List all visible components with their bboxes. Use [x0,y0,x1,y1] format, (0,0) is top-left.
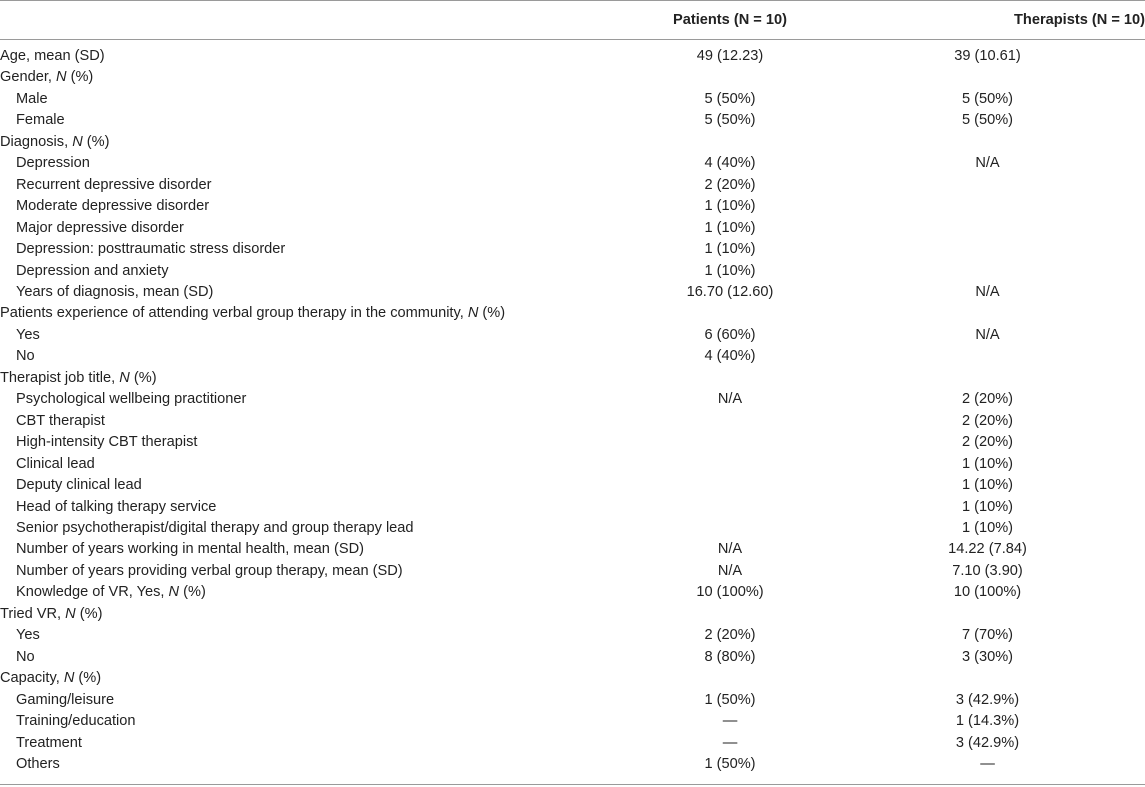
cell-therapists: — [980,755,995,772]
table-row [0,497,1145,518]
cell-patients: N/A [717,391,743,408]
row-label-text: Moderate depressive disorder [16,198,210,215]
cell-therapists: 3 (30%) [961,648,1014,665]
cell-therapists: 2 (20%) [961,391,1014,408]
table-row [0,346,1145,367]
row-label-text: Major depressive disorder [16,219,184,236]
row-label-text: Patients experience of attending verbal group therapy in the community, [0,305,468,322]
table-row [0,132,1145,153]
table-row [0,40,1145,68]
row-label-text: Clinical lead [16,455,95,472]
cell-therapists [830,67,1145,88]
table-header-row [0,1,1145,40]
cell-therapists [830,668,1145,689]
cell-therapists: 2 (20%) [961,412,1014,429]
row-label-text: Age, mean (SD) [0,48,105,64]
row-label-suffix: (%) [129,369,157,386]
table-row [0,625,1145,646]
row-label-suffix: (%) [478,305,506,322]
table-row [0,647,1145,668]
row-label-text: Head of talking therapy service [16,498,217,515]
table-row [0,239,1145,260]
table-row [0,539,1145,560]
cell-therapists [830,303,1145,324]
row-label-text: Number of years providing verbal group therapy, mean (SD) [16,562,403,579]
row-label-italic: N [63,670,75,687]
cell-patients: 1 (10%) [704,198,756,215]
row-label-text: Years of diagnosis, mean (SD) [16,283,214,300]
table-row [0,67,1145,88]
cell-therapists: 1 (10%) [961,477,1014,494]
row-label [0,733,600,754]
cell-therapists: 3 (42.9%) [955,691,1020,708]
row-label [0,368,600,389]
table-row [0,432,1145,453]
cell-patients [600,668,830,689]
cell-therapists: 1 (10%) [961,455,1014,472]
cell-patients [600,132,830,153]
cell-patients: 2 (20%) [704,627,756,644]
row-label-text: Training/education [16,713,136,730]
header-label-column [0,1,600,40]
row-label-text: Capacity, [0,670,64,687]
cell-therapists: 10 (100%) [953,584,1022,601]
row-label-text: Treatment [16,734,82,751]
row-label [0,303,600,324]
cell-patients: 6 (60%) [704,326,756,343]
cell-therapists: 5 (50%) [961,112,1014,129]
row-label-text: Depression: posttraumatic stress disorder [16,241,286,258]
header-therapists: Therapists (N = 10) [830,1,1145,40]
row-label [0,282,600,303]
row-label-italic: N [119,369,130,386]
row-label [0,218,600,239]
row-label-suffix: (%) [82,133,110,150]
cell-therapists: 5 (50%) [961,90,1014,107]
row-label-text: Depression and anxiety [16,262,169,279]
row-label [0,40,600,68]
row-label-text: Others [16,755,60,772]
cell-therapists [830,175,1145,196]
cell-patients: 1 (10%) [704,219,756,236]
table-row [0,711,1145,732]
cell-patients [600,411,830,432]
cell-patients [600,368,830,389]
table-row [0,668,1145,689]
table-row [0,411,1145,432]
row-label [0,261,600,282]
table-row [0,89,1145,110]
row-label [0,625,600,646]
cell-therapists: 2 (20%) [961,434,1014,451]
cell-patients: 1 (10%) [704,262,756,279]
row-label-text: Knowledge of VR, Yes, [16,584,169,601]
table-row [0,196,1145,217]
row-label [0,690,600,711]
table-row [0,218,1145,239]
row-label-text: No [16,648,35,665]
row-label [0,196,600,217]
row-label [0,110,600,131]
row-label-suffix: (%) [179,584,206,601]
row-label [0,754,600,775]
row-label [0,539,600,560]
table-row [0,303,1145,324]
cell-patients: 5 (50%) [704,112,756,129]
row-label-text: Yes [16,627,40,644]
cell-patients: 4 (40%) [704,348,756,365]
table-row [0,368,1145,389]
table-row [0,325,1145,346]
row-label-italic: N [467,305,479,322]
table-row [0,690,1145,711]
cell-therapists [830,196,1145,217]
cell-patients: 16.70 (12.60) [686,283,774,300]
table-row [0,153,1145,174]
row-label [0,89,600,110]
table-bottom-rule [0,784,1145,785]
cell-patients: 4 (40%) [704,155,756,172]
row-label-text: Depression [16,155,90,172]
cell-therapists [830,239,1145,260]
cell-patients [600,518,830,539]
table-row [0,282,1145,303]
row-label-text: Gaming/leisure [16,691,115,708]
cell-therapists: 7 (70%) [961,627,1014,644]
cell-therapists: 3 (42.9%) [955,734,1020,751]
row-label-text: High-intensity CBT therapist [16,434,198,451]
cell-therapists [830,368,1145,389]
cell-therapists [830,604,1145,625]
table-row [0,561,1145,582]
row-label [0,175,600,196]
row-label [0,153,600,174]
cell-patients: N/A [717,541,743,558]
row-label [0,497,600,518]
row-label-text: Deputy clinical lead [16,477,142,494]
row-label-text: Gender, [0,69,56,86]
cell-patients: — [722,713,738,730]
cell-therapists: 14.22 (7.84) [948,541,1027,558]
row-label-text: Diagnosis, [0,133,73,150]
row-label-text: CBT therapist [16,412,105,429]
table-row [0,754,1145,775]
table-row [0,110,1145,131]
row-label [0,647,600,668]
row-label [0,454,600,475]
cell-therapists [830,346,1145,367]
cell-patients [600,432,830,453]
row-label [0,346,600,367]
cell-patients [600,67,830,88]
cell-patients [600,475,830,496]
row-label-text: Senior psychotherapist/digital therapy and group therapy lead [16,519,414,536]
table-row [0,518,1145,539]
cell-patients: N/A [717,562,743,579]
cell-patients: 8 (80%) [704,648,756,665]
table-row [0,261,1145,282]
header-patients: Patients (N = 10) [600,1,830,40]
row-label [0,432,600,453]
cell-patients: 2 (20%) [704,176,756,193]
row-label-text: Female [16,112,65,129]
cell-patients: 10 (100%) [696,584,764,601]
cell-patients: 1 (10%) [704,241,756,258]
row-label-suffix: (%) [74,670,102,687]
table-row [0,582,1145,603]
row-label-italic: N [72,133,83,150]
row-label [0,67,600,88]
row-label-suffix: (%) [75,605,103,622]
cell-therapists: N/A [975,326,1000,343]
row-label [0,411,600,432]
cell-patients [600,303,830,324]
cell-patients [600,454,830,475]
cell-patients: 49 (12.23) [696,48,764,64]
table-row [0,454,1145,475]
row-label [0,668,600,689]
cell-therapists [830,261,1145,282]
cell-therapists [830,218,1145,239]
cell-therapists: 1 (10%) [961,519,1014,536]
cell-patients: 1 (50%) [704,755,756,772]
row-label [0,325,600,346]
row-label [0,561,600,582]
table-row [0,389,1145,410]
row-label-italic: N [65,605,76,622]
cell-patients: 1 (50%) [704,691,756,708]
cell-therapists: N/A [975,283,1000,300]
cell-therapists: 39 (10.61) [954,48,1021,64]
row-label-italic: N [168,584,180,601]
row-label-text: Recurrent depressive disorder [16,176,212,193]
row-label-text: Psychological wellbeing practitioner [16,391,247,408]
cell-therapists: 7.10 (3.90) [952,562,1023,579]
table-row [0,733,1145,754]
row-label-text: Tried VR, [0,605,66,622]
row-label [0,604,600,625]
row-label-text: Yes [16,326,40,343]
cell-patients: — [722,734,738,751]
cell-therapists: 1 (10%) [961,498,1014,515]
row-label [0,582,600,603]
row-label-suffix: (%) [66,69,94,86]
cell-therapists: 1 (14.3%) [955,713,1020,730]
row-label [0,389,600,410]
cell-therapists [830,132,1145,153]
row-label [0,239,600,260]
cell-patients: 5 (50%) [704,90,756,107]
table-row [0,475,1145,496]
row-label [0,475,600,496]
table-row [0,604,1145,625]
row-label-text: Male [16,90,48,107]
cell-therapists: N/A [975,155,1000,172]
row-label [0,711,600,732]
row-label [0,518,600,539]
row-label-text: Number of years working in mental health, mean (SD) [16,541,364,558]
table-row [0,175,1145,196]
row-label-italic: N [55,69,67,86]
cell-patients [600,604,830,625]
row-label-text: No [16,348,35,365]
row-label-text: Therapist job title, [0,369,120,386]
row-label [0,132,600,153]
cell-patients [600,497,830,518]
table-body [0,40,1145,776]
